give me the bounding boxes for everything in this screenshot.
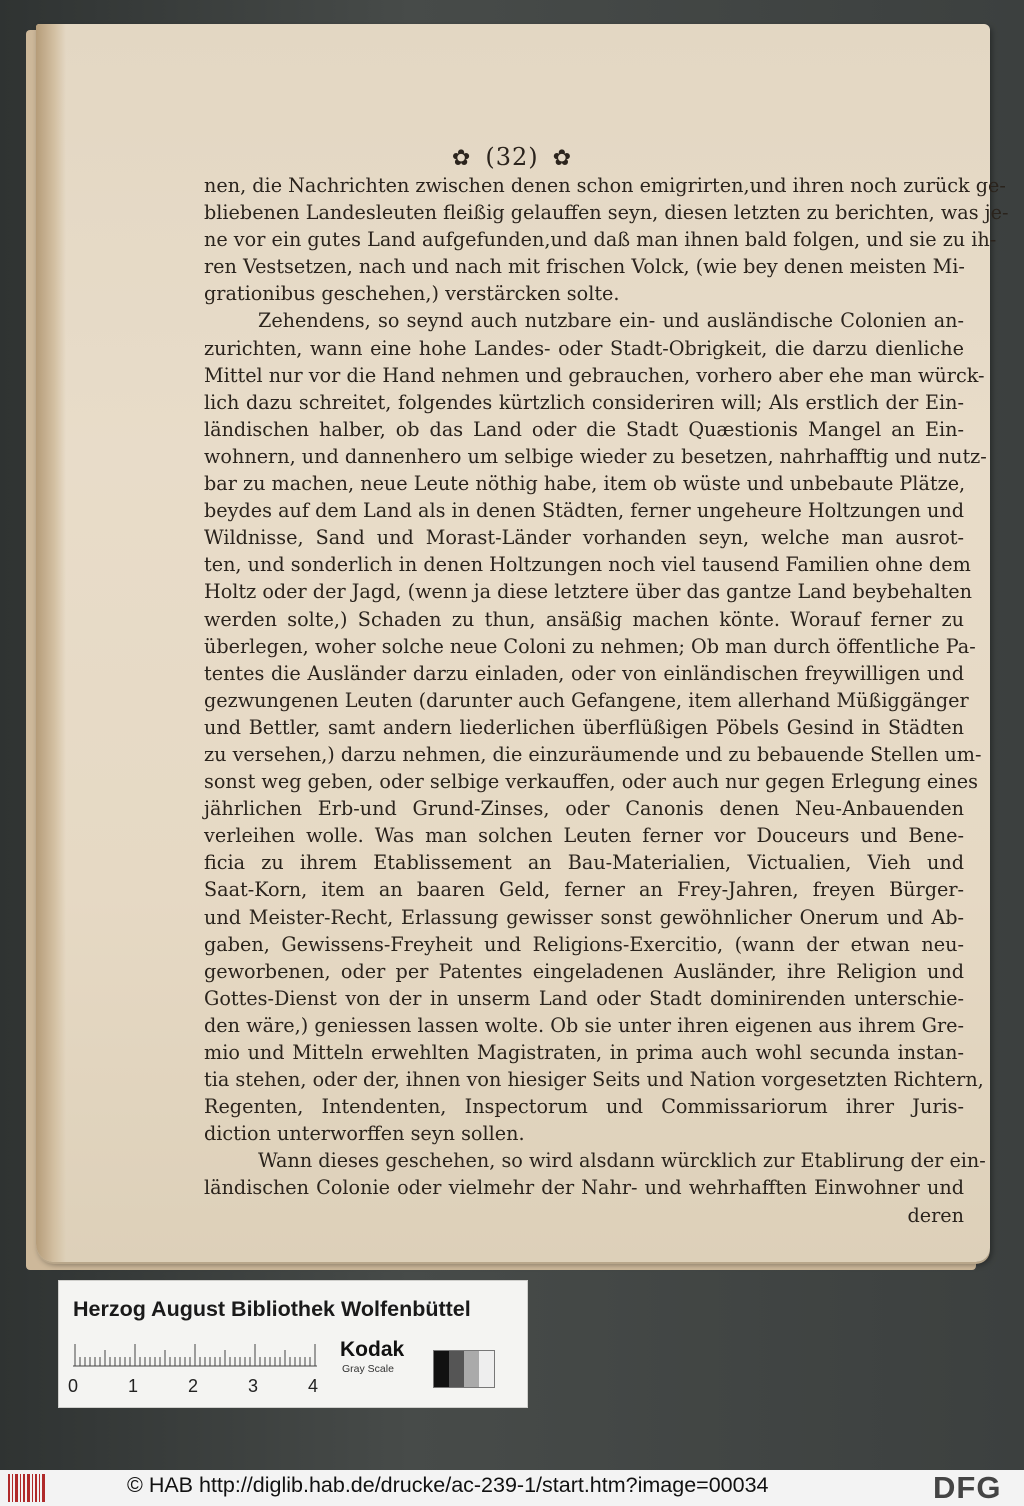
page-number: (32) — [485, 143, 539, 171]
text-line: ne vor ein gutes Land aufgefunden,und daß man ihnen bald folgen, und sie zu ih- — [204, 228, 997, 252]
page-gutter-shadow — [36, 24, 66, 1262]
text-line: zu versehen,) darzu nehmen, die einzuräumende und zu bebauende Stellen um- — [204, 742, 982, 766]
text-line: ficia zu ihrem Etablissement an Bau-Materialien, Victualien, Vieh und — [204, 851, 964, 875]
text-line: zurichten, wann eine hohe Landes- oder Stadt-Obrigkeit, die darzu dienliche — [204, 336, 964, 360]
ruler-number: 2 — [188, 1376, 199, 1396]
text-line: ten, und sonderlich in denen Holtzungen noch viel tausend Familien ohne dem — [204, 553, 971, 577]
text-line: und Bettler, samt andern liederlichen überflüßigen Pöbels Gesind in Städten — [204, 715, 964, 739]
ruler-number: 4 — [308, 1376, 319, 1396]
copyright-link[interactable]: © HAB http://diglib.hab.de/drucke/ac-239-1/start.htm?image=00034 — [127, 1473, 769, 1497]
text-line: Wann dieses geschehen, so wird alsdann würcklich zur Etablirung der ein- — [258, 1149, 986, 1173]
text-line: grationibus geschehen,) verstärcken solte. — [204, 282, 620, 306]
text-line: jährlichen Erb-und Grund-Zinses, oder Canonis denen Neu-Anbauenden — [204, 797, 964, 821]
text-line: Mittel nur vor die Hand nehmen und gebrauchen, vorhero aber ehe man würck- — [204, 363, 985, 387]
text-line: sonst weg geben, oder selbige verkauffen, oder auch nur gegen Erlegung eines — [204, 770, 978, 794]
text-line: Wildnisse, Sand und Morast-Länder vorhanden seyn, welche man ausrot- — [204, 526, 964, 550]
text-line: tia stehen, oder der, ihnen von hiesiger Seits und Nation vorgesetzten Richtern, — [204, 1068, 984, 1092]
ruler-number: 1 — [128, 1376, 139, 1396]
text-line: diction unterworffen seyn sollen. — [204, 1122, 525, 1146]
text-line: mio und Mitteln erwehlten Magistraten, in prima auch wohl secunda instan- — [204, 1041, 964, 1064]
page-header — [0, 143, 1024, 171]
swatch-black — [434, 1351, 449, 1387]
text-line: bliebenen Landesleuten fleißig gelauffen seyn, diesen letzten zu berichten, was je- — [204, 201, 1009, 225]
gray-scale-swatches — [433, 1350, 495, 1388]
text-line: tentes die Ausländer darzu einladen, oder von einländischen freywilligen und — [204, 661, 964, 685]
kodak-logo: Kodak — [340, 1338, 405, 1361]
text-line: Gottes-Dienst von der in unserm Land oder Stadt dominirenden unterschie- — [204, 986, 964, 1010]
text-line: den wäre,) geniessen lassen wolte. Ob sie unter ihren eigenen aus ihrem Gre- — [204, 1013, 964, 1037]
ornament-right-icon: ✿ — [552, 146, 573, 171]
text-line: Saat-Korn, item an baaren Geld, ferner an Frey-Jahren, freyen Bürger- — [204, 878, 964, 902]
text-line: beydes auf dem Land als in denen Städten, ferner ungeheure Holtzungen und — [204, 499, 964, 523]
text-line: gaben, Gewissens-Freyheit und Religions-Exercitio, (wann der etwan neu- — [204, 932, 964, 956]
text-line: Holtz oder der Jagd, (wenn ja diese letztere über das gantze Land beybehalten — [204, 580, 972, 604]
kodak-subtitle: Gray Scale — [342, 1363, 394, 1375]
text-line: nen, die Nachrichten zwischen denen schon emigrirten,und ihren noch zurück ge- — [204, 174, 1006, 197]
text-line: verleihen wolle. Was man solchen Leuten ferner vor Douceurs und Bene- — [204, 824, 964, 848]
library-name: Herzog August Bibliothek Wolfenbüttel — [73, 1297, 471, 1321]
text-line: ländischen Colonie oder vielmehr der Nahr- und wehrhafften Einwohner und — [204, 1176, 964, 1200]
dfg-logo: DFG — [933, 1470, 1002, 1505]
text-line: werden solte,) Schaden zu thun, ansäßig machen könte. Worauf ferner zu — [204, 607, 964, 631]
text-line: ren Vestsetzen, nach und nach mit frischen Volck, (wie bey denen meisten Mi- — [204, 255, 965, 279]
page-text — [204, 172, 1009, 1229]
ornament-left-icon: ✿ — [451, 146, 472, 171]
text-line: und Meister-Recht, Erlassung gewisser sonst gewöhnlicher Onerum und Ab- — [204, 905, 964, 929]
text-line: Zehendens, so seynd auch nutzbare ein- und ausländische Colonien an- — [258, 309, 964, 333]
ruler-number: 0 — [68, 1376, 79, 1396]
text-line: deren — [907, 1203, 964, 1227]
ruler-scale — [73, 1337, 317, 1367]
text-line: Regenten, Intendenten, Inspectorum und Commissariorum ihrer Juris- — [204, 1095, 964, 1119]
swatch-mid — [464, 1351, 479, 1387]
text-line: überlegen, woher solche neue Coloni zu nehmen; Ob man durch öffentliche Pa- — [204, 634, 976, 658]
text-line: wohnern, und dannenhero um selbige wieder zu besetzen, nahrhafftig und nutz- — [204, 444, 987, 468]
text-line: lich dazu schreitet, folgendes kürtzlich consideriren will; Als erstlich der Ein- — [204, 390, 964, 414]
swatch-light — [479, 1351, 494, 1387]
swatch-dark — [449, 1351, 464, 1387]
text-line: ländischen halber, ob das Land oder die Stadt Quæstionis Mangel an Ein- — [204, 417, 964, 441]
text-line: gezwungenen Leuten (darunter auch Gefangene, item allerhand Müßiggänger — [204, 688, 969, 712]
ruler-number: 3 — [248, 1376, 259, 1396]
text-line: bar zu machen, neue Leute nöthig habe, item ob wüste und unbebaute Plätze, — [204, 472, 966, 496]
text-line: geworbenen, oder per Patentes eingeladenen Ausländer, ihre Religion und — [204, 959, 964, 983]
barcode-icon — [8, 1474, 48, 1502]
